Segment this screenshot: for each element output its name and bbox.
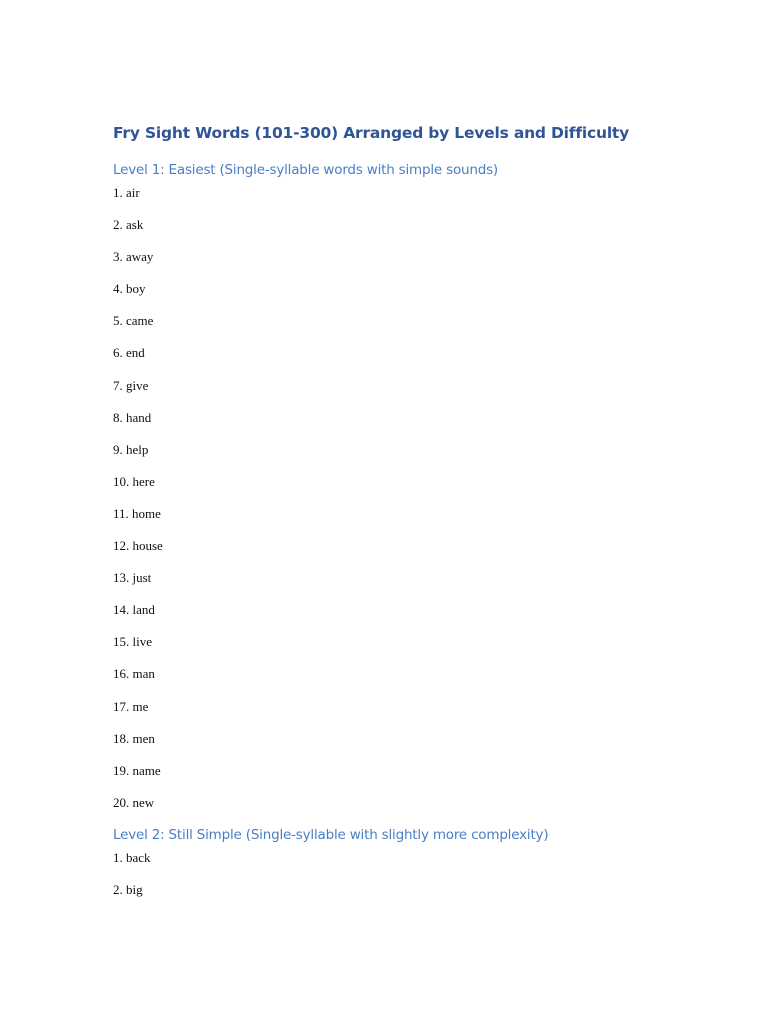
level-2-word-list	[113, 850, 151, 914]
word-list-item: 20. new	[113, 794, 155, 810]
word-list-item: 12. house	[113, 538, 163, 554]
word-list-item: 5. came	[113, 313, 154, 329]
level-2-heading: Level 2: Still Simple (Single-syllable with slightly more complexity)	[113, 827, 549, 843]
word-list-item: 2. big	[113, 882, 143, 898]
word-list-item: 16. man	[113, 666, 155, 682]
word-list-item: 6. end	[113, 345, 145, 361]
word-list-item: 17. me	[113, 698, 149, 714]
word-list-item: 1. back	[113, 850, 151, 865]
word-list-item: 18. men	[113, 730, 155, 746]
document-title: Fry Sight Words (101-300) Arranged by Levels and Difficulty	[113, 124, 630, 142]
word-list-item: 14. land	[113, 602, 155, 618]
word-list-item: 9. help	[113, 441, 149, 457]
word-list-item: 11. home	[113, 505, 161, 521]
word-list-item: 8. hand	[113, 409, 152, 425]
word-list-item: 19. name	[113, 762, 161, 778]
level-1-word-list	[113, 185, 163, 827]
word-list-item: 15. live	[113, 634, 152, 650]
word-list-item: 2. ask	[113, 217, 144, 233]
word-list-item: 7. give	[113, 377, 149, 393]
word-list-item: 4. boy	[113, 281, 146, 297]
word-list-item: 13. just	[113, 570, 152, 586]
word-list-item: 1. air	[113, 185, 140, 200]
word-list-item: 3. away	[113, 249, 154, 265]
level-1-heading: Level 1: Easiest (Single-syllable words with simple sounds)	[113, 162, 498, 178]
word-list-item: 10. here	[113, 473, 155, 489]
